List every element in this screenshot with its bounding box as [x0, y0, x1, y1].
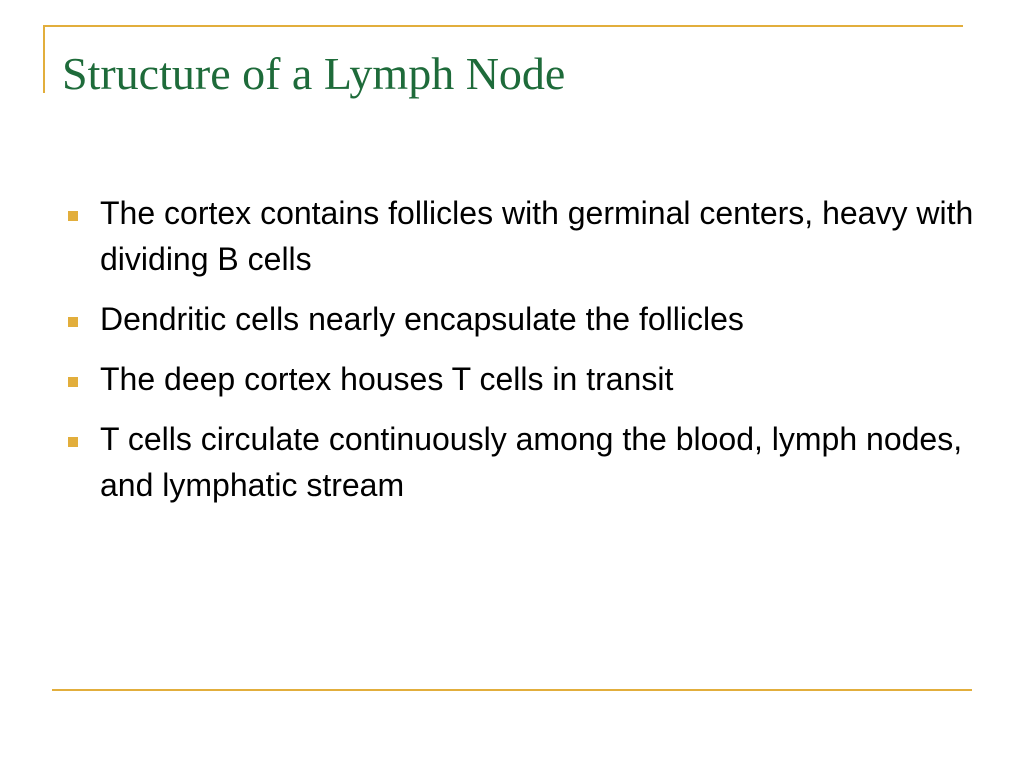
bullet-list — [68, 190, 988, 522]
square-bullet-icon — [68, 211, 78, 221]
bullet-text: T cells circulate continuously among the blood, lymph nodes, and lymphatic stream — [100, 421, 963, 503]
bullet-item — [68, 296, 988, 342]
frame-top-rule — [43, 25, 963, 27]
frame-bottom-rule — [52, 689, 972, 691]
bullet-item — [68, 356, 988, 402]
bullet-text: Dendritic cells nearly encapsulate the follicles — [100, 301, 744, 337]
frame-left-rule — [43, 25, 45, 93]
bullet-item — [68, 190, 988, 282]
bullet-text: The deep cortex houses T cells in transit — [100, 361, 674, 397]
bullet-item — [68, 416, 988, 508]
square-bullet-icon — [68, 317, 78, 327]
slide-title: Structure of a Lymph Node — [62, 48, 566, 99]
square-bullet-icon — [68, 377, 78, 387]
square-bullet-icon — [68, 437, 78, 447]
bullet-text: The cortex contains follicles with germinal centers, heavy with dividing B cells — [100, 195, 974, 277]
